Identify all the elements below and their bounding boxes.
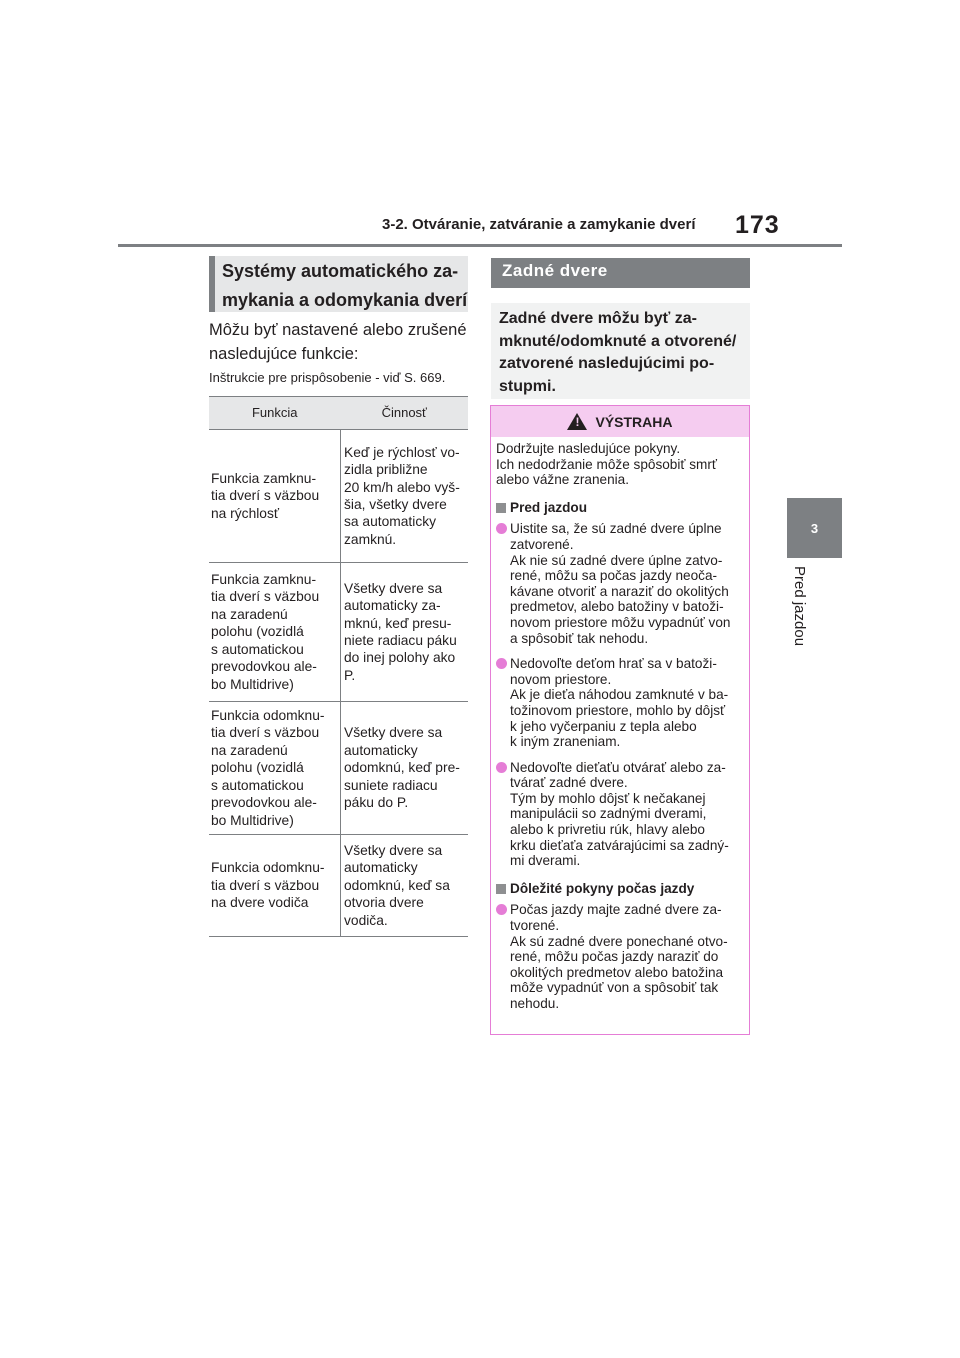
function-line: prevodovkou ale- — [211, 795, 317, 811]
warning-intro — [496, 441, 745, 488]
function-line: Funkcia zamknu- — [211, 470, 317, 486]
chapter-tab: 3 — [787, 498, 842, 558]
action-line: zamknú. — [344, 531, 397, 547]
subheading-back-door — [491, 303, 750, 399]
function-cell — [209, 702, 341, 835]
action-line: P. — [344, 667, 356, 683]
action-line: suniete radiacu — [344, 777, 438, 793]
section-heading-back-door: Zadné dvere — [491, 258, 750, 288]
section-heading-line: Systémy automatického za- — [222, 261, 459, 281]
bullet-line: predmetov, alebo batožiny v batoži- — [510, 599, 724, 615]
bullet-line: nehodu. — [510, 996, 560, 1011]
function-line: tia dverí s väzbou — [211, 589, 320, 605]
bullet-line: novom priestore. — [510, 671, 612, 687]
table-row — [209, 563, 468, 702]
table-header-row — [209, 397, 468, 430]
action-line: sa automaticky — [344, 514, 437, 530]
bullet-line: Ak sú zadné dvere ponechané otvo- — [510, 933, 728, 949]
action-line: mknú, keď presu- — [344, 615, 452, 631]
warning-section-title — [496, 500, 745, 516]
column-header-action: Činnosť — [341, 397, 469, 430]
bullet-line: krku dieťaťa zatvárajúcimi sa zadný- — [510, 837, 729, 853]
action-line: Keď je rýchlosť vo- — [344, 444, 460, 460]
function-line: na zaradenú — [211, 606, 288, 622]
action-line: páku do P. — [344, 795, 409, 811]
function-line: Funkcia odomknu- — [211, 708, 325, 724]
subheading-line: zatvorené nasledujúcimi po- — [499, 355, 715, 372]
function-line: na rýchlosť — [211, 505, 280, 521]
action-line: zidla približne — [344, 462, 428, 478]
bullet-line: Počas jazdy majte zadné dvere za- — [510, 902, 722, 918]
square-bullet-icon — [496, 884, 506, 894]
function-cell — [209, 430, 341, 563]
bullet-text — [510, 656, 745, 750]
function-line: Funkcia zamknu- — [211, 572, 317, 588]
function-cell — [209, 835, 341, 937]
bullet-line: Nedovoľte deťom hrať sa v batoži- — [510, 656, 717, 672]
bullet-line: alebo k privretiu rúk, hlavy alebo — [510, 822, 705, 838]
table-row — [209, 835, 468, 937]
bullet-line: tvárať zadné dvere. — [510, 775, 628, 791]
warning-body — [491, 437, 749, 1012]
action-cell — [341, 430, 469, 563]
warning-bullet — [496, 760, 745, 869]
page-number: 173 — [735, 211, 780, 239]
bullet-line: rené, môžu počas jazdy naraziť do — [510, 949, 719, 965]
bullet-line: môže vypadnúť von a spôsobiť tak — [510, 980, 719, 996]
intro-text: Môžu byť nastavené alebo zrušené nasledujúce funkcie: — [209, 321, 467, 363]
action-line: niete radiacu páku — [344, 633, 457, 648]
bullet-line: k jeho vyčerpaniu z tepla alebo — [510, 718, 697, 734]
action-line: odomknú, keď pre- — [344, 760, 460, 776]
function-line: Funkcia odomknu- — [211, 860, 325, 876]
functions-table — [209, 396, 468, 937]
action-line: Všetky dvere sa — [344, 580, 443, 596]
customization-note: Inštrukcie pre prispôsobenie - viď S. 669. — [209, 370, 446, 385]
function-line: s automatickou — [211, 777, 304, 793]
bullet-text — [510, 521, 745, 646]
chapter-title: 3-2. Otváranie, zatváranie a zamykanie dverí — [382, 216, 696, 233]
circle-bullet-icon — [496, 904, 507, 915]
warning-icon — [567, 413, 587, 430]
function-line: na zaradenú — [211, 742, 288, 758]
square-bullet-icon — [496, 503, 506, 513]
bullet-text — [510, 902, 745, 1011]
circle-bullet-icon — [496, 658, 507, 669]
table-row — [209, 702, 468, 835]
action-line: vodiča. — [344, 912, 388, 928]
bullet-line: Uistite sa, že sú zadné dvere úplne — [510, 521, 722, 537]
bullet-line: okolitých predmetov alebo batožina — [510, 964, 724, 980]
action-line: do inej polohy ako — [344, 650, 456, 666]
function-line: bo Multidrive) — [211, 812, 294, 828]
warning-bullet — [496, 521, 745, 646]
bullet-line: rené, môžu sa počas jazdy neoča- — [510, 568, 718, 584]
action-line: automaticky — [344, 742, 418, 758]
circle-bullet-icon — [496, 762, 507, 773]
bullet-line: novom priestore môžu vypadnúť von — [510, 614, 731, 630]
function-line: na dvere vodiča — [211, 895, 309, 911]
bullet-line: Ak je dieťa náhodou zamknuté v ba- — [510, 687, 729, 703]
bullet-line: Tým by mohlo dôjsť k nečakanej — [510, 790, 706, 806]
circle-bullet-icon — [496, 523, 507, 534]
bullet-line: tožinovom priestore, mohlo by dôjsť — [510, 702, 726, 718]
column-header-function: Funkcia — [209, 397, 341, 430]
bullet-line: k iným zraneniam. — [510, 734, 621, 750]
section-title-text: Pred jazdou — [510, 499, 588, 515]
warning-intro-line: Ich nedodržanie môže spôsobiť smrť — [496, 456, 718, 472]
warning-bullet — [496, 656, 745, 750]
chapter-tab-label: Pred jazdou — [791, 566, 808, 647]
action-line: automaticky za- — [344, 598, 441, 614]
section-heading-line: mykania a odomykania dverí — [222, 290, 468, 310]
bullet-line: manipulácii so zadnými dverami, — [510, 806, 707, 822]
action-line: 20 km/h alebo vyš- — [344, 479, 460, 495]
subheading-line: Zadné dvere môžu byť za- — [499, 310, 697, 327]
function-line: polohu (vozidlá — [211, 624, 304, 640]
warning-title: VÝSTRAHA — [595, 413, 673, 430]
bullet-line: Nedovoľte dieťaťu otvárať alebo za- — [510, 759, 726, 775]
section-title-text: Dôležité pokyny počas jazdy — [510, 880, 695, 896]
action-line: automaticky — [344, 860, 418, 876]
function-line: polohu (vozidlá — [211, 760, 304, 776]
action-line: šia, všetky dvere — [344, 497, 447, 512]
table-row — [209, 430, 468, 563]
bullet-line: tvorené. — [510, 918, 560, 934]
action-cell — [341, 702, 469, 835]
function-cell — [209, 563, 341, 702]
function-line: tia dverí s väzbou — [211, 488, 320, 504]
function-line: tia dverí s väzbou — [211, 725, 320, 741]
bullet-line: zatvorené. — [510, 536, 574, 552]
bullet-text — [510, 760, 745, 869]
warning-header — [491, 406, 749, 437]
action-line: odomknú, keď sa — [344, 877, 450, 893]
function-line: s automatickou — [211, 641, 304, 657]
action-line: Všetky dvere sa — [344, 725, 443, 741]
warning-bullet — [496, 902, 745, 1011]
warning-box — [490, 405, 750, 1035]
action-cell — [341, 835, 469, 937]
section-heading-auto-lock — [209, 256, 468, 312]
function-line: tia dverí s väzbou — [211, 877, 320, 893]
header-rule — [118, 244, 842, 247]
action-line: otvoria dvere — [344, 895, 424, 911]
action-cell — [341, 563, 469, 702]
subheading-line: mknuté/odomknuté a otvorené/ — [499, 332, 737, 350]
function-line: bo Multidrive) — [211, 676, 294, 692]
bullet-line: kávane otvoriť a naraziť do okolitých — [510, 583, 729, 599]
subheading-line: stupmi. — [499, 377, 556, 395]
warning-intro-line: Dodržujte nasledujúce pokyny. — [496, 441, 681, 456]
warning-section-title — [496, 881, 745, 897]
bullet-line: Ak nie sú zadné dvere úplne zatvo- — [510, 552, 723, 568]
bullet-line: mi dverami. — [510, 853, 581, 869]
bullet-line: a spôsobiť tak nehodu. — [510, 630, 649, 646]
function-line: prevodovkou ale- — [211, 659, 317, 675]
action-line: Všetky dvere sa — [344, 842, 443, 858]
warning-intro-line: alebo vážne zranenia. — [496, 472, 630, 488]
